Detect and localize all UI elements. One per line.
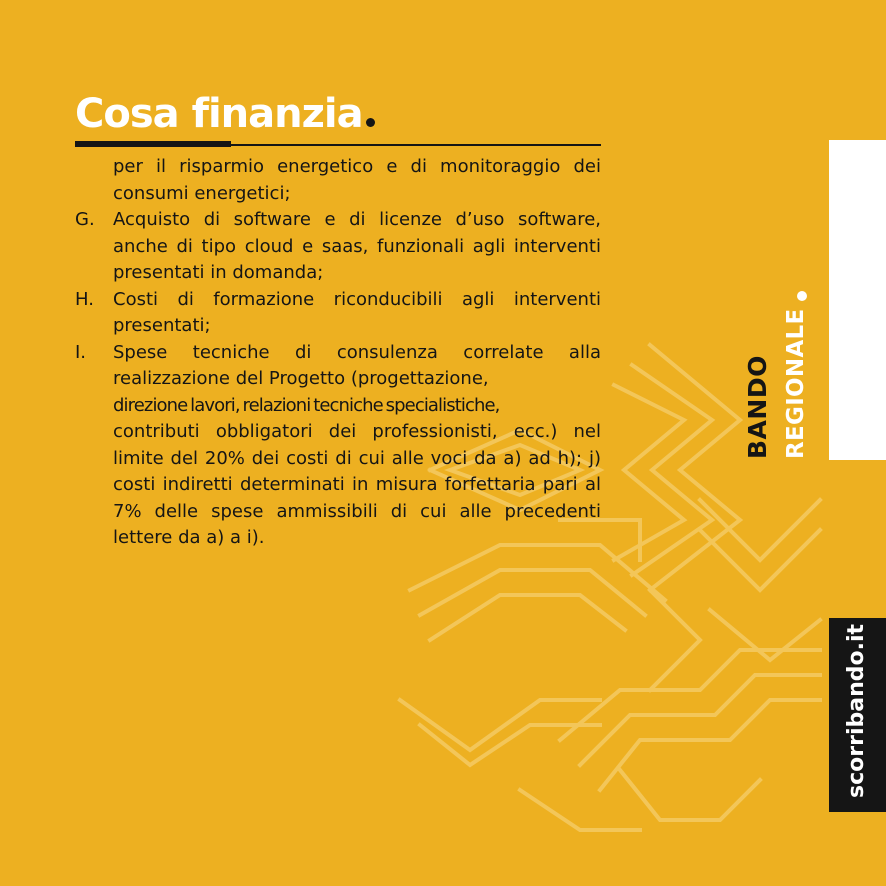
list-item-text: Costi di formazione riconducibili agli interventi presentati; — [113, 288, 601, 336]
side-white-panel — [829, 140, 886, 460]
list-item-text — [113, 340, 601, 552]
list-item-text-part: direzione lavori, relazioni tecniche specialistiche, — [113, 394, 500, 416]
title-underline-accent — [75, 141, 231, 147]
list-item-letter: H. — [75, 288, 94, 310]
list-item-text-part: contributi obbligatori dei professionisti, ecc.) nel limite del 20% dei costi di cui alle voci da a) ad h); j) costi indiretti determinati in misura forfettaria pari al 7% delle spese ammissibili di cui alle precedenti lettere da a) a i). — [113, 421, 601, 548]
list-item-text: Acquisto di software e di licenze d’uso software, anche di tipo cloud e saas, funzionali agli interventi presentati in domanda; — [113, 209, 601, 283]
regionale-label: REGIONALE — [783, 308, 809, 459]
list-item — [75, 340, 601, 552]
title-dot — [366, 118, 375, 127]
list-item-letter: G. — [75, 209, 95, 230]
funding-list — [75, 154, 601, 552]
list-item-text-part: Spese tecniche di consulenza correlate alla realizzazione del Progetto (progettazione, — [113, 341, 601, 389]
list-item — [75, 154, 601, 207]
list-item-letter: I. — [75, 341, 87, 363]
list-item — [75, 287, 601, 340]
list-item — [75, 207, 601, 287]
list-item-text: per il risparmio energetico e di monitoraggio dei consumi energetici; — [113, 156, 601, 204]
website-label: scorribando.it — [844, 623, 869, 798]
list-item-letter — [75, 154, 113, 207]
bando-label: BANDO — [743, 355, 772, 459]
regionale-dot — [797, 291, 807, 301]
page-title: Cosa finanzia — [75, 91, 363, 137]
